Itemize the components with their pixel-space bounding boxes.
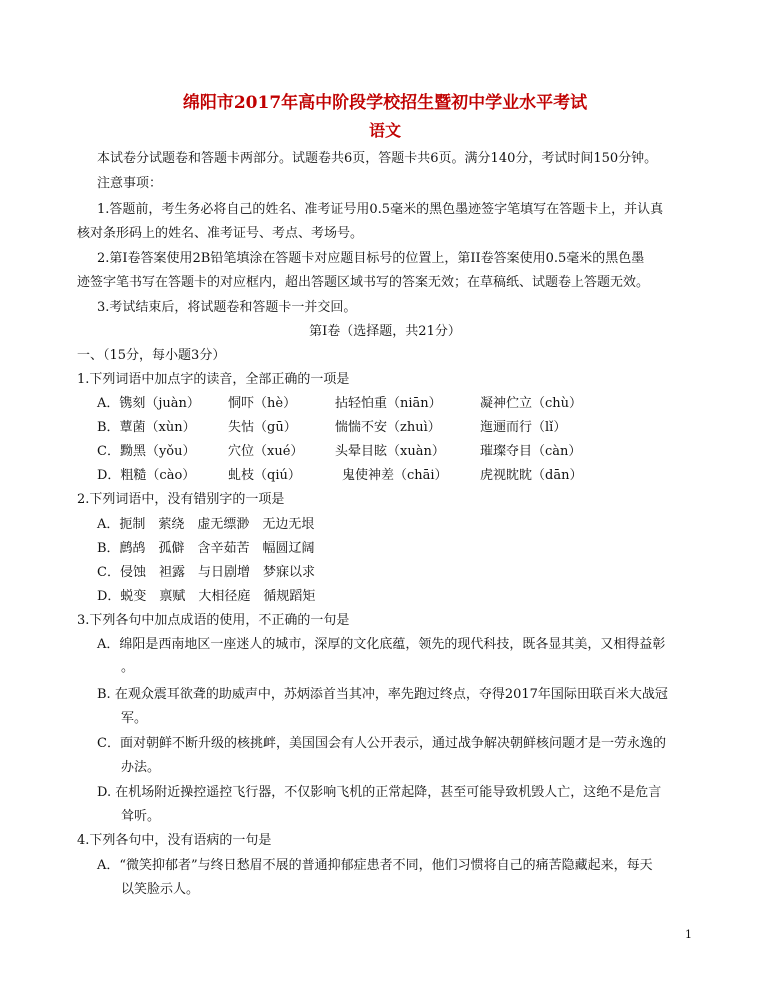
part-heading: 一、（15分，每小题3分） [77, 348, 226, 363]
question-3-option-cont: 。 [121, 660, 135, 675]
question-3-option: A．绵阳是西南地区一座迷人的城市，深厚的文化底蕴，领先的现代科技，既各显其美，又相得益彰 [97, 637, 666, 652]
option-term: 迤逦而行（lǐ） [480, 420, 567, 435]
question-3-option: B. 在观众震耳欲聋的助威声中，苏炳添首当其冲，率先跑过终点，夺得2017年国际田联百米大战冠 [97, 687, 668, 702]
note-line: 迹签字笔书写在答题卡的对应框内，超出答题区域书写的答案无效；在草稿纸、试题卷上答题无效。 [77, 275, 650, 290]
question-2-option: B．鹧鸪 孤僻 含辛茹苦 幅圆辽阔 [97, 541, 315, 556]
option-term: 恫吓（hè） [228, 396, 297, 411]
question-3-stem: 3.下列各句中加点成语的使用，不正确的一句是 [77, 613, 350, 628]
question-3-option: C．面对朝鲜不断升级的核挑衅，美国国会有人公开表示，通过战争解决朝鲜核问题才是一劳永逸的 [97, 736, 666, 751]
question-2-option: C．侵蚀 袒露 与日剧增 梦寐以求 [97, 565, 315, 580]
option-term: 璀璨夺目（càn） [480, 444, 582, 459]
question-2-option: D．蜕变 禀赋 大相径庭 循规蹈矩 [97, 589, 316, 604]
option-term: 惴惴不安（zhuì） [335, 420, 441, 435]
question-4-stem: 4.下列各句中，没有语病的一句是 [77, 833, 272, 848]
option-term: 穴位（xué） [228, 444, 304, 459]
question-1-stem: 1.下列词语中加点字的读音，全部正确的一项是 [77, 372, 350, 387]
exam-title: 绵阳市2017年高中阶段学校招生暨初中学业水平考试 [182, 93, 588, 113]
note-line: 核对条形码上的姓名、准考证号、考点、考场号。 [77, 226, 364, 241]
option-term: 虎视眈眈（dān） [480, 468, 583, 483]
option-term: 拈轻怕重（niān） [335, 396, 442, 411]
option-term: 头晕目眩（xuàn） [335, 444, 445, 459]
option-term: 失怙（gū） [228, 420, 297, 435]
note-line: 2.第I卷答案使用2B铅笔填涂在答题卡对应题目标号的位置上，第II卷答案使用0.5毫米的黑色墨 [97, 251, 645, 266]
option-term: 凝神伫立（chù） [480, 396, 583, 411]
page-number: 1 [685, 928, 692, 941]
question-3-option-cont: 军。 [121, 711, 148, 726]
option-term: 虬枝（qiú） [228, 468, 301, 483]
subject-title: 语文 [368, 121, 401, 140]
option-term: A．镌刻（juàn） [97, 396, 200, 411]
question-4-option-cont: 以笑脸示人。 [121, 882, 200, 897]
question-2-option: A．扼制 萦绕 虚无缥渺 无边无垠 [97, 517, 315, 532]
notice-heading: 注意事项： [97, 176, 163, 191]
section-title: 第I卷（选择题，共21分） [309, 324, 461, 339]
question-3-option-cont: 耸听。 [121, 809, 161, 824]
note-line: 1.答题前，考生务必将自己的姓名、准考证号用0.5毫米的黑色墨迹签字笔填写在答题卡上，并认真 [97, 202, 664, 217]
question-3-option-cont: 办法。 [121, 760, 161, 775]
question-2-stem: 2.下列词语中，没有错别字的一项是 [77, 492, 285, 507]
intro-text: 本试卷分试题卷和答题卡两部分。试题卷共6页，答题卡共6页。满分140分，考试时间150分钟。 [97, 151, 658, 166]
note-line: 3.考试结束后，将试题卷和答题卡一并交回。 [97, 300, 357, 315]
question-4-option: A．“微笑抑郁者”与终日愁眉不展的普通抑郁症患者不同，他们习惯将自己的痛苦隐藏起来，每天 [97, 858, 653, 873]
option-term: B．蕈菌（xùn） [97, 420, 196, 435]
option-term: D．粗糙（cào） [97, 468, 196, 483]
option-term: C．黝黑（yǒu） [97, 444, 196, 459]
option-term: 鬼使神差（chāi） [342, 468, 448, 483]
question-3-option: D. 在机场附近操控遥控飞行器，不仅影响飞机的正常起降，甚至可能导致机毁人亡，这绝不是危言 [97, 785, 662, 800]
